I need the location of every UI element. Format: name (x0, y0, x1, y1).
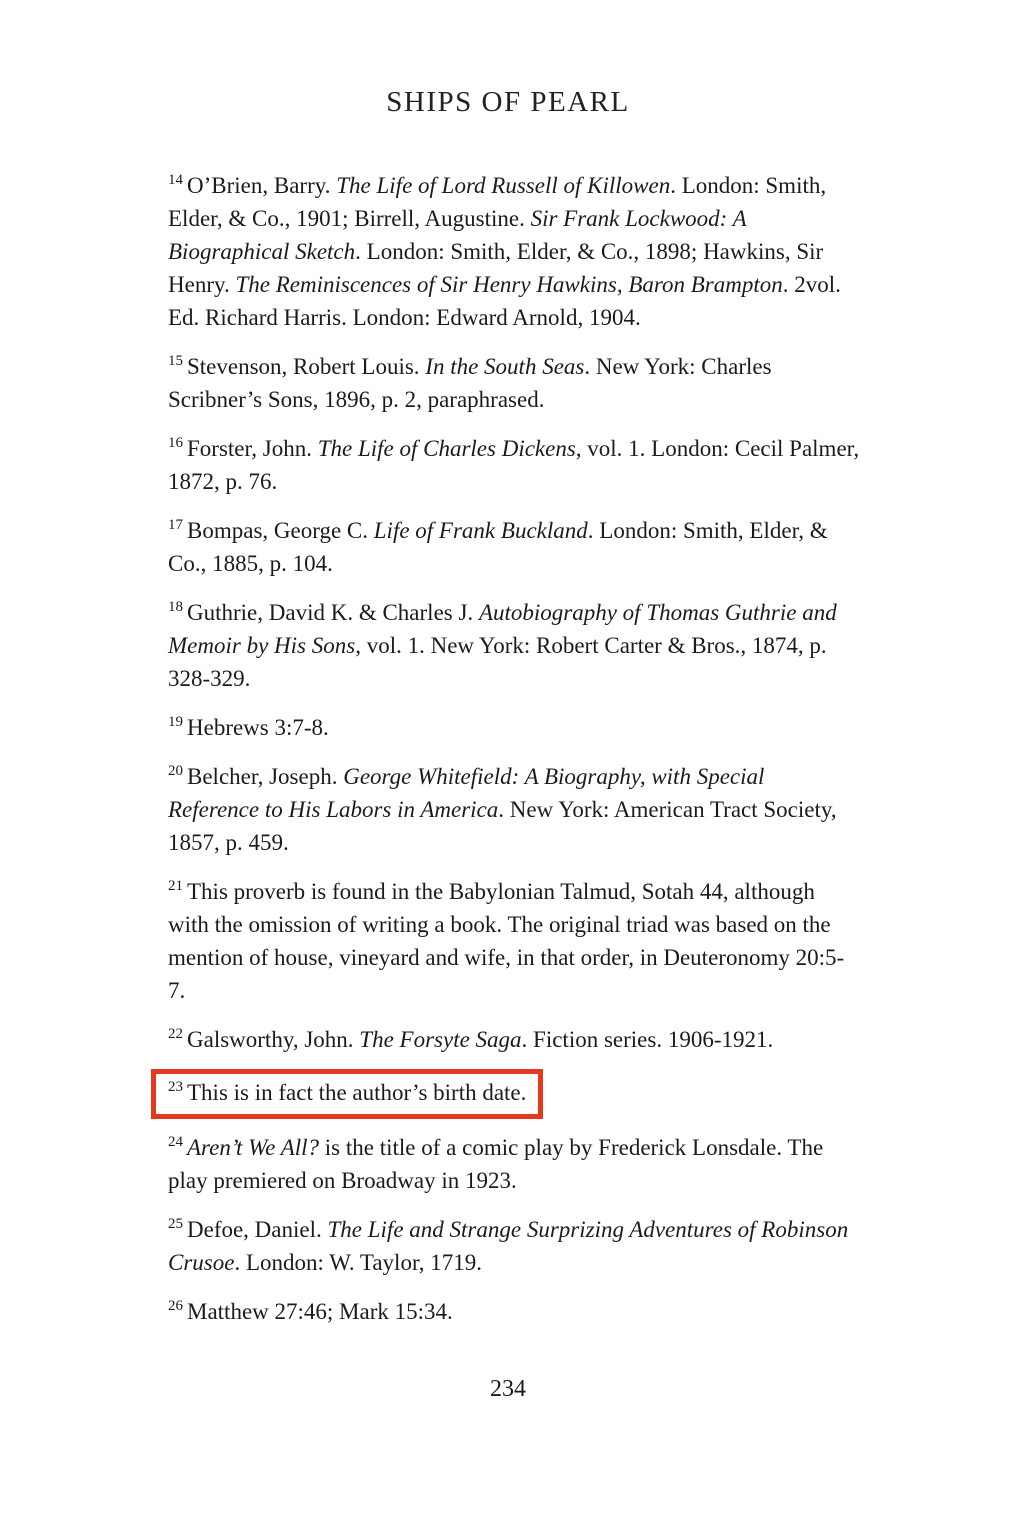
footnote-text: . New York: American Tract Society, 1857, p. 459. (168, 797, 837, 855)
work-title: Sir Frank Lockwood: A Biographical Sketch (168, 206, 747, 264)
footnote-20 (168, 760, 860, 859)
footnote-text: is the title of a comic play by Frederick Lonsdale. The play premiered on Broadway in 1923. (168, 1135, 824, 1193)
work-title: The Life and Strange Surprizing Adventures of Robinson Crusoe (168, 1217, 849, 1275)
footnote-23 (168, 1076, 526, 1109)
footnote-text: O’Brien, Barry. (187, 173, 337, 198)
footnote-text: Forster, John. (187, 436, 318, 461)
footnote-text: Bompas, George C. (187, 518, 374, 543)
work-title: In the South Seas (425, 354, 585, 379)
work-title: Life of Frank Buckland (373, 518, 588, 543)
footnote-number: 23 (168, 1079, 183, 1096)
footnote-number: 26 (168, 1298, 183, 1315)
work-title: Aren’t We All? (187, 1135, 320, 1160)
footnote-24 (168, 1131, 860, 1197)
footnote-25 (168, 1213, 860, 1279)
footnote-text: . Fiction series. 1906-1921. (521, 1027, 774, 1052)
footnote-16 (168, 432, 860, 498)
page-number: 234 (490, 1376, 526, 1402)
page-title: SHIPS OF PEARL (386, 86, 630, 118)
work-title: Autobiography of Thomas Guthrie and Memoir by His Sons (168, 600, 837, 658)
footnote-number: 17 (168, 517, 183, 534)
footnote-text: . London: Smith, Elder, & Co., 1901; Birrell, Augustine. (168, 173, 827, 231)
footnote-text: This is in fact the author’s birth date. (187, 1080, 527, 1105)
footnote-text: Galsworthy, John. (187, 1027, 360, 1052)
footnote-text: . London: Smith, Elder, & Co., 1898; Hawkins, Sir Henry. (168, 239, 824, 297)
work-title: The Life of Charles Dickens (317, 436, 576, 461)
footnote-number: 20 (168, 763, 183, 780)
footnote-text: Defoe, Daniel. (187, 1217, 328, 1242)
footnote-number: 21 (168, 878, 183, 895)
footnote-number: 18 (168, 599, 183, 616)
footnote-text: Hebrews 3:7-8. (187, 715, 329, 740)
footnote-text: , vol. 1. London: Cecil Palmer, 1872, p. 76. (168, 436, 860, 494)
work-title: The Life of Lord Russell of Killowen (336, 173, 671, 198)
footnote-text: . New York: Charles Scribner’s Sons, 1896, p. 2, paraphrased. (168, 354, 772, 412)
footnote-22 (168, 1023, 860, 1056)
footnote-19 (168, 711, 860, 744)
work-title: The Forsyte Saga (359, 1027, 522, 1052)
footnote-number: 25 (168, 1216, 183, 1233)
footnote-text: Stevenson, Robert Louis. (187, 354, 426, 379)
footnote-number: 14 (168, 172, 183, 189)
footnotes-list (168, 169, 860, 1328)
footnote-text: This proverb is found in the Babylonian Talmud, Sotah 44, although with the omission of writing a book. The original triad was based on the mention of house, vineyard and wife, in that order, in Deuteronomy 20:5-7. (168, 879, 845, 1003)
footnote-18 (168, 596, 860, 695)
work-title: The Reminiscences of Sir Henry Hawkins, Baron Brampton (235, 272, 783, 297)
footnote-number: 15 (168, 353, 183, 370)
footnote-text: , vol. 1. New York: Robert Carter & Bros., 1874, p. 328-329. (168, 633, 827, 691)
footnote-text: Guthrie, David K. & Charles J. (187, 600, 479, 625)
footnote-text: . 2vol. Ed. Richard Harris. London: Edward Arnold, 1904. (168, 272, 841, 330)
footnote-17 (168, 514, 860, 580)
work-title: George Whitefield: A Biography, with Special Reference to His Labors in America (168, 764, 765, 822)
footnote-text: Belcher, Joseph. (187, 764, 344, 789)
footnote-number: 16 (168, 435, 183, 452)
footnote-number: 19 (168, 714, 183, 731)
highlight-box (151, 1069, 543, 1119)
footnote-26 (168, 1295, 860, 1328)
footnote-number: 24 (168, 1134, 183, 1151)
footnote-text: . London: W. Taylor, 1719. (234, 1250, 482, 1275)
footnote-21 (168, 875, 860, 1007)
footnote-15 (168, 350, 860, 416)
footnote-text: . London: Smith, Elder, & Co., 1885, p. 104. (168, 518, 828, 576)
footnote-14 (168, 169, 860, 334)
footnote-number: 22 (168, 1026, 183, 1043)
footnote-text: Matthew 27:46; Mark 15:34. (187, 1299, 453, 1324)
